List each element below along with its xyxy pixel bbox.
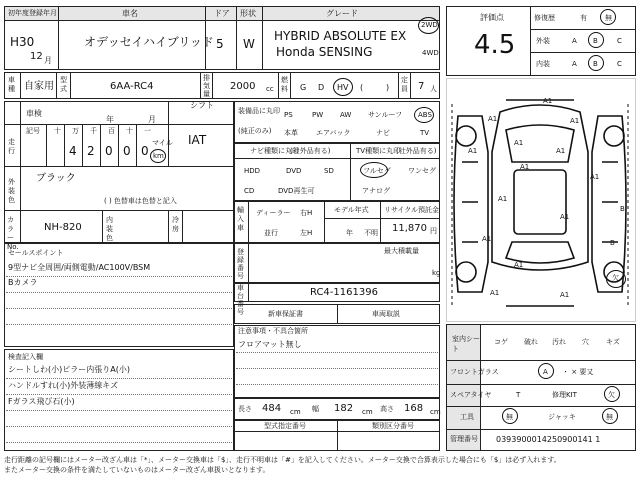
sales-points-block bbox=[4, 243, 234, 347]
tool-value: 無 bbox=[506, 413, 513, 421]
repair-label: 修復歴 bbox=[534, 14, 555, 22]
car-outline-diagram bbox=[448, 92, 632, 318]
unit-man: 万 bbox=[72, 127, 79, 135]
front-glass-value: A bbox=[543, 368, 548, 376]
mileage-digit: 0 bbox=[105, 144, 113, 158]
front-glass-label: フロントガラス bbox=[450, 368, 499, 376]
interior-color-label: 内装色 bbox=[106, 216, 113, 242]
max-load-label: 最大積載量 bbox=[384, 247, 419, 255]
capacity-value: 7 bbox=[418, 81, 425, 92]
footer-note-1: 走行距離の記号欄にはメーター改ざん車は「*」、メーター交換車は「$」、走行不明車は「#」を記入してください。メーター交換で合算表示した場合にも「$」は必ず入れます。 bbox=[4, 456, 561, 464]
damage-mark: A1 bbox=[590, 173, 600, 181]
navi-hdd: HDD bbox=[244, 167, 261, 175]
damage-mark: A1 bbox=[514, 261, 524, 269]
room-seat-label: 室内シート bbox=[452, 335, 480, 353]
shift-label: シフト bbox=[190, 101, 214, 110]
shape: W bbox=[243, 37, 255, 51]
spare-tire-label: スペアタイヤ bbox=[450, 391, 492, 399]
mileage-digit: 0 bbox=[141, 144, 149, 158]
room-item: 汚れ bbox=[552, 338, 566, 346]
registration-label: 登録番号 bbox=[237, 248, 244, 280]
km-unit: km bbox=[153, 152, 164, 160]
sales-point-line: Bカメラ bbox=[8, 278, 38, 287]
spare-t: T bbox=[516, 391, 521, 399]
model-year-label: モデル年式 bbox=[334, 206, 369, 214]
sales-point-line: 9型ナビ全周囲/両側電動/AC100V/BSM bbox=[8, 263, 151, 272]
reg-date-label: 初年度登録年月 bbox=[8, 9, 57, 17]
tv-oneseg: ワンセグ bbox=[408, 167, 436, 175]
capacity-unit: 人 bbox=[430, 85, 437, 93]
inspector-line: Fガラス飛び石(小) bbox=[8, 397, 75, 406]
model-year-unit: 年 bbox=[346, 229, 353, 237]
mileage-digit: 0 bbox=[123, 144, 131, 158]
max-load-unit: kg bbox=[432, 269, 441, 277]
damage-mark: A1 bbox=[543, 97, 553, 105]
equipment-sub: (純正のみ) bbox=[238, 127, 272, 135]
usage-value: 自家用 bbox=[24, 81, 54, 92]
tv-analog: アナログ bbox=[362, 187, 390, 195]
damage-mark: A1 bbox=[520, 163, 530, 171]
fuel-opt-hv: HV bbox=[337, 83, 349, 92]
repair-yes: 有 bbox=[580, 14, 587, 22]
grade-label: グレード bbox=[326, 9, 358, 18]
interior-grade-b: B bbox=[593, 60, 598, 68]
room-item: 穴 bbox=[582, 338, 589, 346]
equip-sunroof: サンルーフ bbox=[368, 111, 403, 119]
notes-label: 注意事項・不具合箇所 bbox=[238, 327, 308, 335]
interior-grade-a: A bbox=[572, 60, 577, 68]
tv-sub: (社外品有る) bbox=[396, 147, 437, 155]
damage-mark: A1 bbox=[488, 115, 498, 123]
damage-mark: A1 bbox=[514, 139, 524, 147]
shape-label: 形状 bbox=[240, 9, 256, 18]
doors: 5 bbox=[216, 37, 224, 51]
mileage-label: 走行 bbox=[8, 138, 15, 155]
color-no-label: カラーNo. bbox=[7, 216, 19, 251]
navi-sd: SD bbox=[324, 167, 334, 175]
recycle-amount: 11,870 bbox=[392, 223, 427, 234]
equip-pw: PW bbox=[312, 111, 324, 119]
management-number: 0393900014250900141 1 bbox=[496, 435, 601, 444]
length-unit: cm bbox=[290, 408, 301, 416]
recycle-yen: 円 bbox=[430, 227, 437, 235]
room-item: 破れ bbox=[524, 338, 538, 346]
length-value: 484 bbox=[262, 403, 282, 414]
damage-mark: A1 bbox=[468, 147, 478, 155]
reg-month-unit: 月 bbox=[44, 56, 52, 65]
room-item: キズ bbox=[606, 338, 620, 346]
import-left: 左H bbox=[300, 229, 313, 237]
chassis-value: RC4-1161396 bbox=[310, 287, 378, 298]
equip-aw: AW bbox=[340, 111, 352, 119]
exterior-grade-a: A bbox=[572, 37, 577, 45]
exterior-grade-b: B bbox=[593, 37, 598, 45]
equip-navi: ナビ bbox=[376, 129, 390, 137]
import-dealer: ディーラー bbox=[256, 209, 291, 217]
fuel-opt-g: G bbox=[300, 83, 307, 92]
warranty-label: 新車保証書 bbox=[268, 310, 303, 318]
navi-cd: CD bbox=[244, 187, 255, 195]
equip-leather: 本革 bbox=[284, 129, 298, 137]
width-value: 182 bbox=[334, 403, 354, 414]
damage-mark: A1 bbox=[570, 117, 580, 125]
mileage-note: 記号 bbox=[26, 127, 40, 135]
tv-fullseg: フルセグ bbox=[363, 167, 391, 175]
reg-year: H30 bbox=[10, 35, 35, 49]
equip-abs: ABS bbox=[418, 111, 432, 119]
footer-note-2: またメーター交換の条件を満たしていないものはメーター改ざん車扱いとなります。 bbox=[4, 466, 270, 474]
inspection-year-unit: 年 bbox=[106, 115, 114, 124]
missing-badge: 欠 bbox=[612, 274, 619, 282]
unit-ichi: 一 bbox=[144, 127, 151, 135]
type-designation-label: 型式指定番号 bbox=[264, 422, 306, 430]
navi-dvd: DVD bbox=[286, 167, 302, 175]
drive-other: 4WD bbox=[422, 49, 439, 57]
fuel-label: 燃料 bbox=[281, 76, 288, 93]
inspector-label: 検査記入欄 bbox=[8, 353, 43, 361]
mileage-digit: 4 bbox=[69, 144, 77, 158]
height-value: 168 bbox=[404, 403, 424, 414]
exterior-color-value: ブラック bbox=[36, 173, 76, 184]
reg-month: 12 bbox=[30, 51, 43, 62]
fuel-opt-d: D bbox=[318, 83, 325, 92]
car-name-label: 車名 bbox=[122, 9, 138, 18]
jack-label: ジャッキ bbox=[548, 413, 576, 421]
unit-ju: 十 bbox=[126, 127, 133, 135]
inspection-month-unit: 月 bbox=[148, 115, 156, 124]
inspection-label: 車検 bbox=[26, 109, 42, 118]
width-label: 幅 bbox=[312, 405, 319, 413]
usage-label: 車種 bbox=[8, 76, 15, 93]
room-item: コゲ bbox=[494, 338, 508, 346]
car-name: オデッセイハイブリッド bbox=[84, 35, 214, 49]
inspector-line: シートしわ(小)ピラー内張りA(小) bbox=[8, 365, 130, 374]
model-year-unknown: 不明 bbox=[364, 229, 378, 237]
management-label: 管理番号 bbox=[450, 435, 478, 443]
displacement-value: 2000 bbox=[230, 81, 256, 92]
length-label: 長さ bbox=[238, 405, 252, 413]
damage-mark: A1 bbox=[556, 147, 566, 155]
front-glass-note: ・ × 要又 bbox=[562, 368, 594, 376]
ac-label: 冷房 bbox=[172, 216, 179, 233]
cc-unit: cc bbox=[266, 85, 274, 93]
unit-sen: 千 bbox=[90, 127, 97, 135]
equip-airbag: エアバック bbox=[316, 129, 351, 137]
mile-unit: マイル bbox=[152, 139, 173, 147]
vehicle-detail-block bbox=[4, 101, 234, 243]
fuel-paren-open: ( bbox=[360, 83, 364, 92]
damage-mark: A1 bbox=[490, 289, 500, 297]
interior-grade-label: 内装 bbox=[536, 60, 550, 68]
navi-sub: (社外品有る) bbox=[290, 147, 331, 155]
height-label: 高さ bbox=[380, 405, 394, 413]
color-code: NH-820 bbox=[44, 222, 82, 233]
damage-mark: A1 bbox=[498, 195, 508, 203]
exterior-color-label: 外装色 bbox=[8, 178, 15, 204]
capacity-label: 定員 bbox=[401, 76, 408, 93]
grade-line2: Honda SENSING bbox=[276, 45, 373, 59]
equipment-label: 装備品に丸印 bbox=[238, 107, 280, 115]
damage-mark: A1 bbox=[560, 291, 570, 299]
equip-tv: TV bbox=[420, 129, 430, 137]
repair-no: 無 bbox=[605, 14, 612, 22]
tool-label: 工具 bbox=[460, 413, 474, 421]
spare-kit: 修理KIT bbox=[552, 391, 577, 399]
model-value: 6AA-RC4 bbox=[110, 81, 154, 92]
unit-hyaku: 百 bbox=[108, 127, 115, 135]
exterior-grade-label: 外装 bbox=[536, 37, 550, 45]
tv-label: TV種類に丸印 bbox=[356, 147, 401, 155]
manual-label: 車両取説 bbox=[372, 310, 400, 318]
damage-mark: B bbox=[620, 205, 625, 213]
drive-selected: 2WD bbox=[421, 21, 438, 29]
damage-mark: A1 bbox=[560, 213, 570, 221]
chassis-label: 車台番号 bbox=[237, 284, 244, 316]
grade-line1: HYBRID ABSOLUTE EX bbox=[274, 29, 407, 43]
jack-value: 無 bbox=[606, 413, 613, 421]
navi-dvd-play: DVD再生可 bbox=[278, 187, 315, 195]
category-label: 類別区分番号 bbox=[372, 422, 414, 430]
import-parallel: 並行 bbox=[264, 229, 278, 237]
mileage-digit: 2 bbox=[87, 144, 95, 158]
unit-tens: 十 bbox=[54, 127, 61, 135]
recycle-label: リサイクル預託金 bbox=[384, 206, 440, 214]
width-unit: cm bbox=[362, 408, 373, 416]
navi-label: ナビ種類に丸印 bbox=[250, 147, 299, 155]
shift-value: IAT bbox=[188, 133, 207, 147]
damage-mark: B bbox=[610, 239, 615, 247]
score-value: 4.5 bbox=[474, 30, 516, 60]
height-unit: cm bbox=[430, 408, 441, 416]
recolor-note: ( ) 色替車は色替と記入 bbox=[104, 197, 177, 205]
door-label: ドア bbox=[214, 9, 230, 18]
model-label: 型式 bbox=[60, 76, 67, 93]
import-label: 輸入車 bbox=[237, 206, 244, 232]
sales-points-label: セールスポイント bbox=[8, 249, 64, 257]
equip-ps: PS bbox=[284, 111, 293, 119]
inspector-line: ハンドルすれ(小)外装薄線キズ bbox=[8, 381, 119, 390]
interior-grade-c: C bbox=[617, 60, 622, 68]
notes-line: フロアマット無し bbox=[238, 340, 302, 349]
import-right: 右H bbox=[300, 209, 313, 217]
spare-missing: 欠 bbox=[608, 391, 615, 399]
exterior-grade-c: C bbox=[617, 37, 622, 45]
fuel-paren-close: ) bbox=[386, 83, 390, 92]
score-label: 評価点 bbox=[480, 13, 504, 22]
damage-mark: A1 bbox=[482, 235, 492, 243]
displacement-label: 排気量 bbox=[203, 74, 210, 98]
notes-block bbox=[234, 325, 440, 398]
